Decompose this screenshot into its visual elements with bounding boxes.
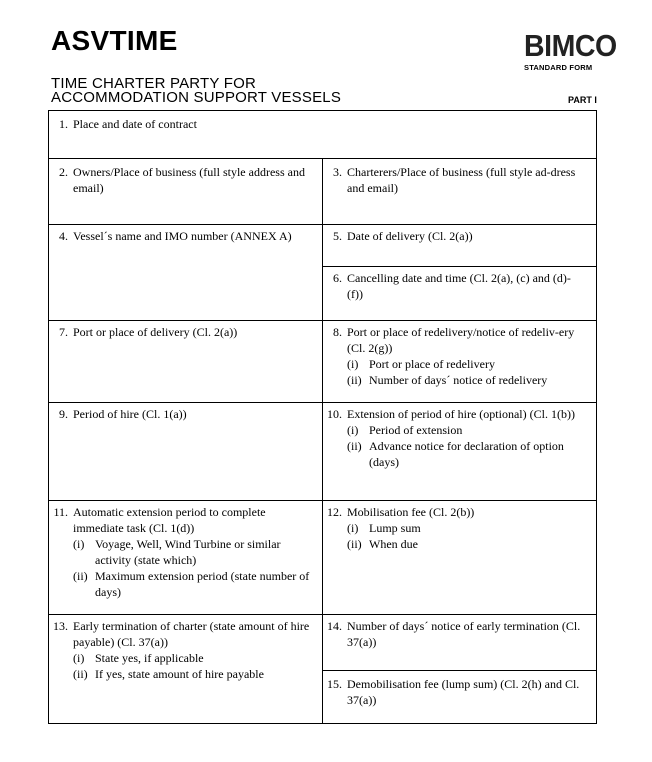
document-subtitle (51, 77, 341, 105)
box-number: 8. (333, 325, 342, 339)
box-label: Place and date of contract (73, 117, 197, 131)
item-numeral: (i) (347, 357, 359, 371)
sub-item-label: Port or place of redelivery (369, 357, 495, 371)
sub-item-label: Advance notice for declaration of option (days) (369, 439, 564, 469)
box-10-extension-period[interactable] (323, 406, 589, 470)
box-label: Number of days´ notice of early termination (Cl. 37(a)) (347, 619, 581, 649)
box-label: Date of delivery (Cl. 2(a)) (347, 229, 473, 243)
subtitle-line-1: TIME CHARTER PARTY FOR (51, 75, 256, 92)
box-number: 4. (59, 229, 68, 243)
item-numeral: (i) (347, 521, 359, 535)
box-label: Owners/Place of business (full style address and email) (73, 165, 305, 195)
box-number: 9. (59, 407, 68, 421)
box-12-mobilisation-fee[interactable] (323, 504, 589, 552)
box-number: 7. (59, 325, 68, 339)
box-number: 10. (327, 407, 342, 421)
box-label: Charterers/Place of business (full style ad-dress and email) (347, 165, 576, 195)
box-number: 3. (333, 165, 342, 179)
sub-item-label: Lump sum (369, 521, 421, 535)
divider (323, 266, 596, 267)
box-14-termination-notice[interactable] (323, 618, 589, 650)
sub-item-label: If yes, state amount of hire payable (95, 667, 264, 681)
part-label: PART I (568, 95, 597, 105)
box-3-charterers[interactable] (323, 164, 589, 196)
item-numeral: (ii) (347, 373, 362, 387)
box-label: Mobilisation fee (Cl. 2(b)) (347, 505, 475, 519)
sub-item-label: When due (369, 537, 418, 551)
subtitle-line-2: ACCOMMODATION SUPPORT VESSELS (51, 89, 342, 106)
box-number: 13. (53, 619, 68, 633)
item-numeral: (i) (73, 537, 85, 551)
form-grid (48, 110, 597, 724)
box-15-demobilisation-fee[interactable] (323, 676, 589, 708)
document-title: ASVTIME (51, 25, 178, 56)
box-2-owners[interactable] (49, 164, 311, 196)
box-7-delivery-port[interactable] (49, 324, 311, 340)
box-label: Period of hire (Cl. 1(a)) (73, 407, 187, 421)
item-numeral: (ii) (347, 537, 362, 551)
box-label: Port or place of delivery (Cl. 2(a)) (73, 325, 238, 339)
box-8-redelivery[interactable] (323, 324, 589, 388)
item-numeral: (ii) (73, 569, 88, 583)
item-numeral: (ii) (347, 439, 362, 453)
item-numeral: (i) (73, 651, 85, 665)
box-label: Demobilisation fee (lump sum) (Cl. 2(h) and Cl. 37(a)) (347, 677, 580, 707)
sub-item-label: Maximum extension period (state number of days) (95, 569, 310, 599)
box-number: 6. (333, 271, 342, 285)
box-label: Automatic extension period to complete immediate task (Cl. 1(d)) (73, 505, 266, 535)
box-label: Cancelling date and time (Cl. 2(a), (c) and (d)-(f)) (347, 271, 571, 301)
box-number: 5. (333, 229, 342, 243)
box-13-early-termination[interactable] (49, 618, 317, 682)
box-4-vessel-name[interactable] (49, 228, 319, 244)
divider (323, 670, 596, 671)
logo-subtitle: STANDARD FORM (524, 63, 593, 72)
sub-item-label: Number of days´ notice of redelivery (369, 373, 548, 387)
box-number: 1. (59, 117, 68, 131)
box-number: 14. (327, 619, 342, 633)
box-6-cancelling-date[interactable] (323, 270, 573, 302)
box-number: 2. (59, 165, 68, 179)
logo-wordmark: BIMCO (524, 28, 617, 63)
sub-item-label: Period of extension (369, 423, 463, 437)
box-9-period-of-hire[interactable] (49, 406, 311, 422)
box-label: Vessel´s name and IMO number (ANNEX A) (73, 229, 292, 243)
box-number: 15. (327, 677, 342, 691)
box-label: Port or place of redelivery/notice of redeliv-ery (Cl. 2(g)) (347, 325, 575, 355)
box-5-delivery-date[interactable] (323, 228, 589, 244)
box-label: Extension of period of hire (optional) (Cl. 1(b)) (347, 407, 575, 421)
item-numeral: (ii) (73, 667, 88, 681)
box-1-place-date[interactable] (49, 116, 589, 132)
box-11-automatic-extension[interactable] (49, 504, 317, 600)
bimco-logo (524, 28, 617, 72)
box-number: 11. (53, 505, 68, 519)
sub-item-label: State yes, if applicable (95, 651, 204, 665)
item-numeral: (i) (347, 423, 359, 437)
box-label: Early termination of charter (state amount of hire payable) (Cl. 37(a)) (73, 619, 310, 649)
box-number: 12. (327, 505, 342, 519)
sub-item-label: Voyage, Well, Wind Turbine or similar activity (state which) (95, 537, 281, 567)
